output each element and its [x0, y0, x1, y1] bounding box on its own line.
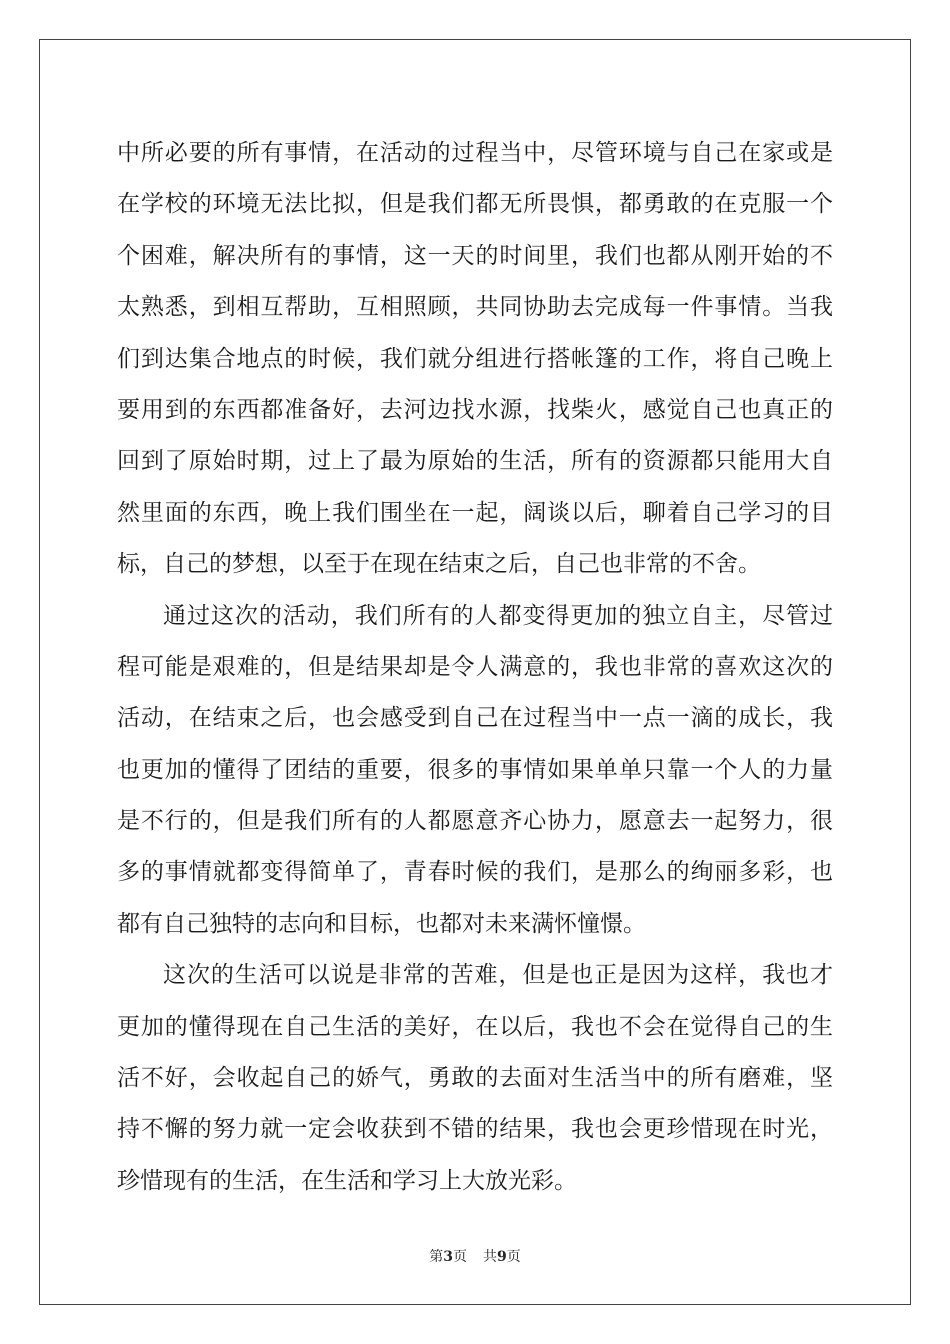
text-line: 回到了原始时期，过上了最为原始的生活，所有的资源都只能用大自	[117, 448, 833, 475]
text-line: 多的事情就都变得简单了，青春时候的我们，是那么的绚丽多彩，也	[117, 859, 833, 886]
page-label-prefix: 第	[429, 1249, 444, 1265]
document-body	[117, 128, 833, 1207]
text-line: 活动，在结束之后，也会感受到自己在过程当中一点一滴的成长，我	[117, 705, 833, 732]
text-line: 更加的懂得现在自己生活的美好，在以后，我也不会在觉得自己的生	[117, 1013, 833, 1040]
total-pages-number: 9	[497, 1249, 507, 1265]
text-line: 珍惜现有的生活，在生活和学习上大放光彩。	[117, 1167, 577, 1194]
text-line: 也更加的懂得了团结的重要，很多的事情如果单单只靠一个人的力量	[117, 756, 833, 783]
text-line: 们到达集合地点的时候，我们就分组进行搭帐篷的工作，将自己晚上	[117, 345, 833, 372]
text-line: 这次的生活可以说是非常的苦难，但是也正是因为这样，我也才	[163, 962, 833, 989]
text-line: 是不行的，但是我们所有的人都愿意齐心协力，愿意去一起努力，很	[117, 808, 833, 835]
paragraph-1	[117, 128, 833, 591]
total-label-prefix: 共	[483, 1249, 497, 1265]
text-line: 在学校的环境无法比拟，但是我们都无所畏惧，都勇敢的在克服一个	[117, 191, 833, 218]
text-line: 个困难，解决所有的事情，这一天的时间里，我们也都从刚开始的不	[117, 242, 833, 269]
paragraph-2	[117, 591, 833, 951]
current-page-number: 3	[443, 1249, 453, 1265]
text-line: 都有自己独特的志向和目标，也都对未来满怀憧憬。	[117, 910, 646, 937]
text-line: 要用到的东西都准备好，去河边找水源，找柴火，感觉自己也真正的	[117, 396, 833, 423]
text-line: 然里面的东西，晚上我们围坐在一起，阔谈以后，聊着自己学习的目	[117, 499, 833, 526]
total-label-suffix: 页	[506, 1249, 521, 1265]
text-line: 中所必要的所有事情，在活动的过程当中，尽管环境与自己在家或是	[117, 140, 833, 166]
paragraph-3	[117, 950, 833, 1207]
text-line: 标，自己的梦想，以至于在现在结束之后，自己也非常的不舍。	[117, 551, 761, 578]
text-line: 活不好，会收起自己的娇气，勇敢的去面对生活当中的所有磨难，坚	[117, 1065, 833, 1092]
text-line: 程可能是艰难的，但是结果却是令人满意的，我也非常的喜欢这次的	[117, 653, 833, 680]
text-line: 持不懈的努力就一定会收获到不错的结果，我也会更珍惜现在时光，	[117, 1116, 833, 1143]
text-line: 通过这次的活动，我们所有的人都变得更加的独立自主，尽管过	[163, 602, 833, 629]
page-label-suffix: 页	[453, 1249, 467, 1265]
text-line: 太熟悉，到相互帮助，互相照顾，共同协助去完成每一件事情。当我	[117, 294, 833, 321]
page-footer	[0, 1247, 950, 1267]
